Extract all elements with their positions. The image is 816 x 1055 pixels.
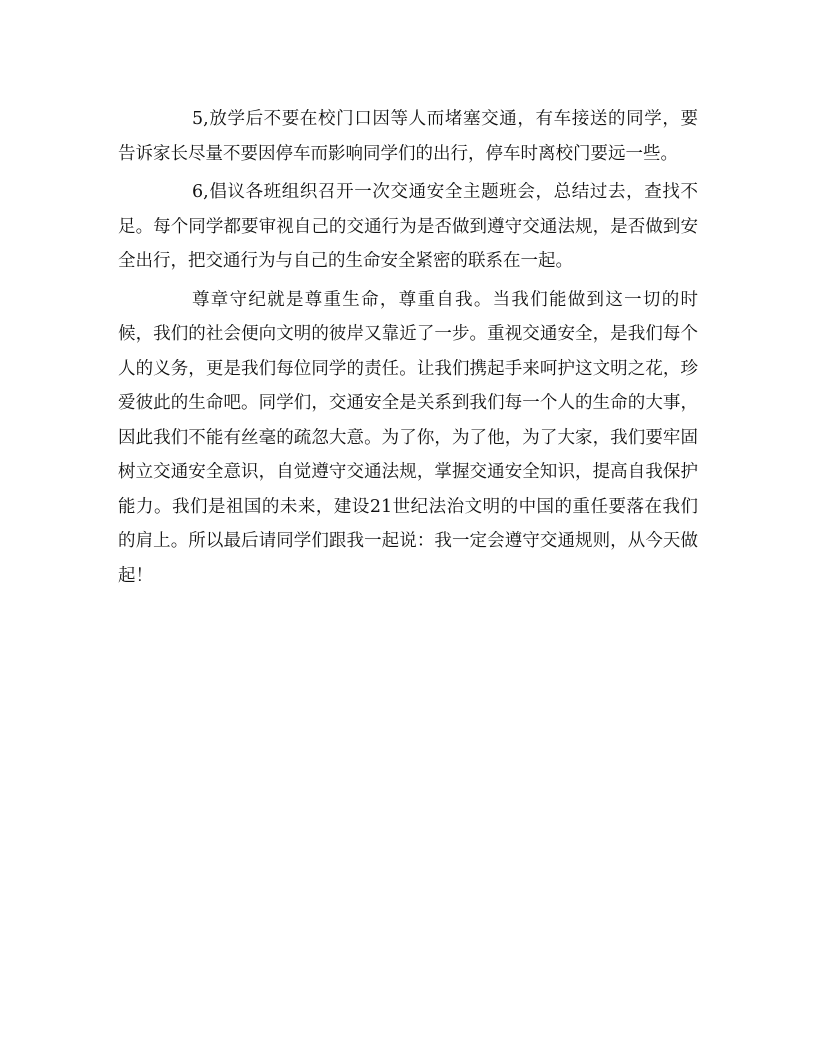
document-body bbox=[118, 102, 698, 593]
paragraph-item-6: 6,倡议各班组织召开一次交通安全主题班会，总结过去，查找不足。每个同学都要审视自己的交通行为是否做到遵守交通法规，是否做到安全出行，把交通行为与自己的生命安全紧密的联系在一起。 bbox=[118, 182, 698, 271]
paragraph-conclusion: 尊章守纪就是尊重生命，尊重自我。当我们能做到这一切的时候，我们的社会便向文明的彼岸又靠近了一步。重视交通安全，是我们每个人的义务，更是我们每位同学的责任。让我们携起手来呵护这文明之花，珍爱彼此的生命吧。同学们，交通安全是关系到我们每一个人的生命的大事，因此我们不能有丝毫的疏忽大意。为了你，为了他，为了大家，我们要牢固树立交通安全意识，自觉遵守交通法规，掌握交通安全知识，提高自我保护能力。我们是祖国的未来，建设21世纪法治文明的中国的重任要落在我们的肩上。所以最后请同学们跟我一起说：我一定会遵守交通规则，从今天做起！ bbox=[118, 289, 698, 586]
paragraph-item-5: 5,放学后不要在校门口因等人而堵塞交通，有车接送的同学，要告诉家长尽量不要因停车而影响同学们的出行，停车时离校门要远一些。 bbox=[118, 109, 698, 164]
